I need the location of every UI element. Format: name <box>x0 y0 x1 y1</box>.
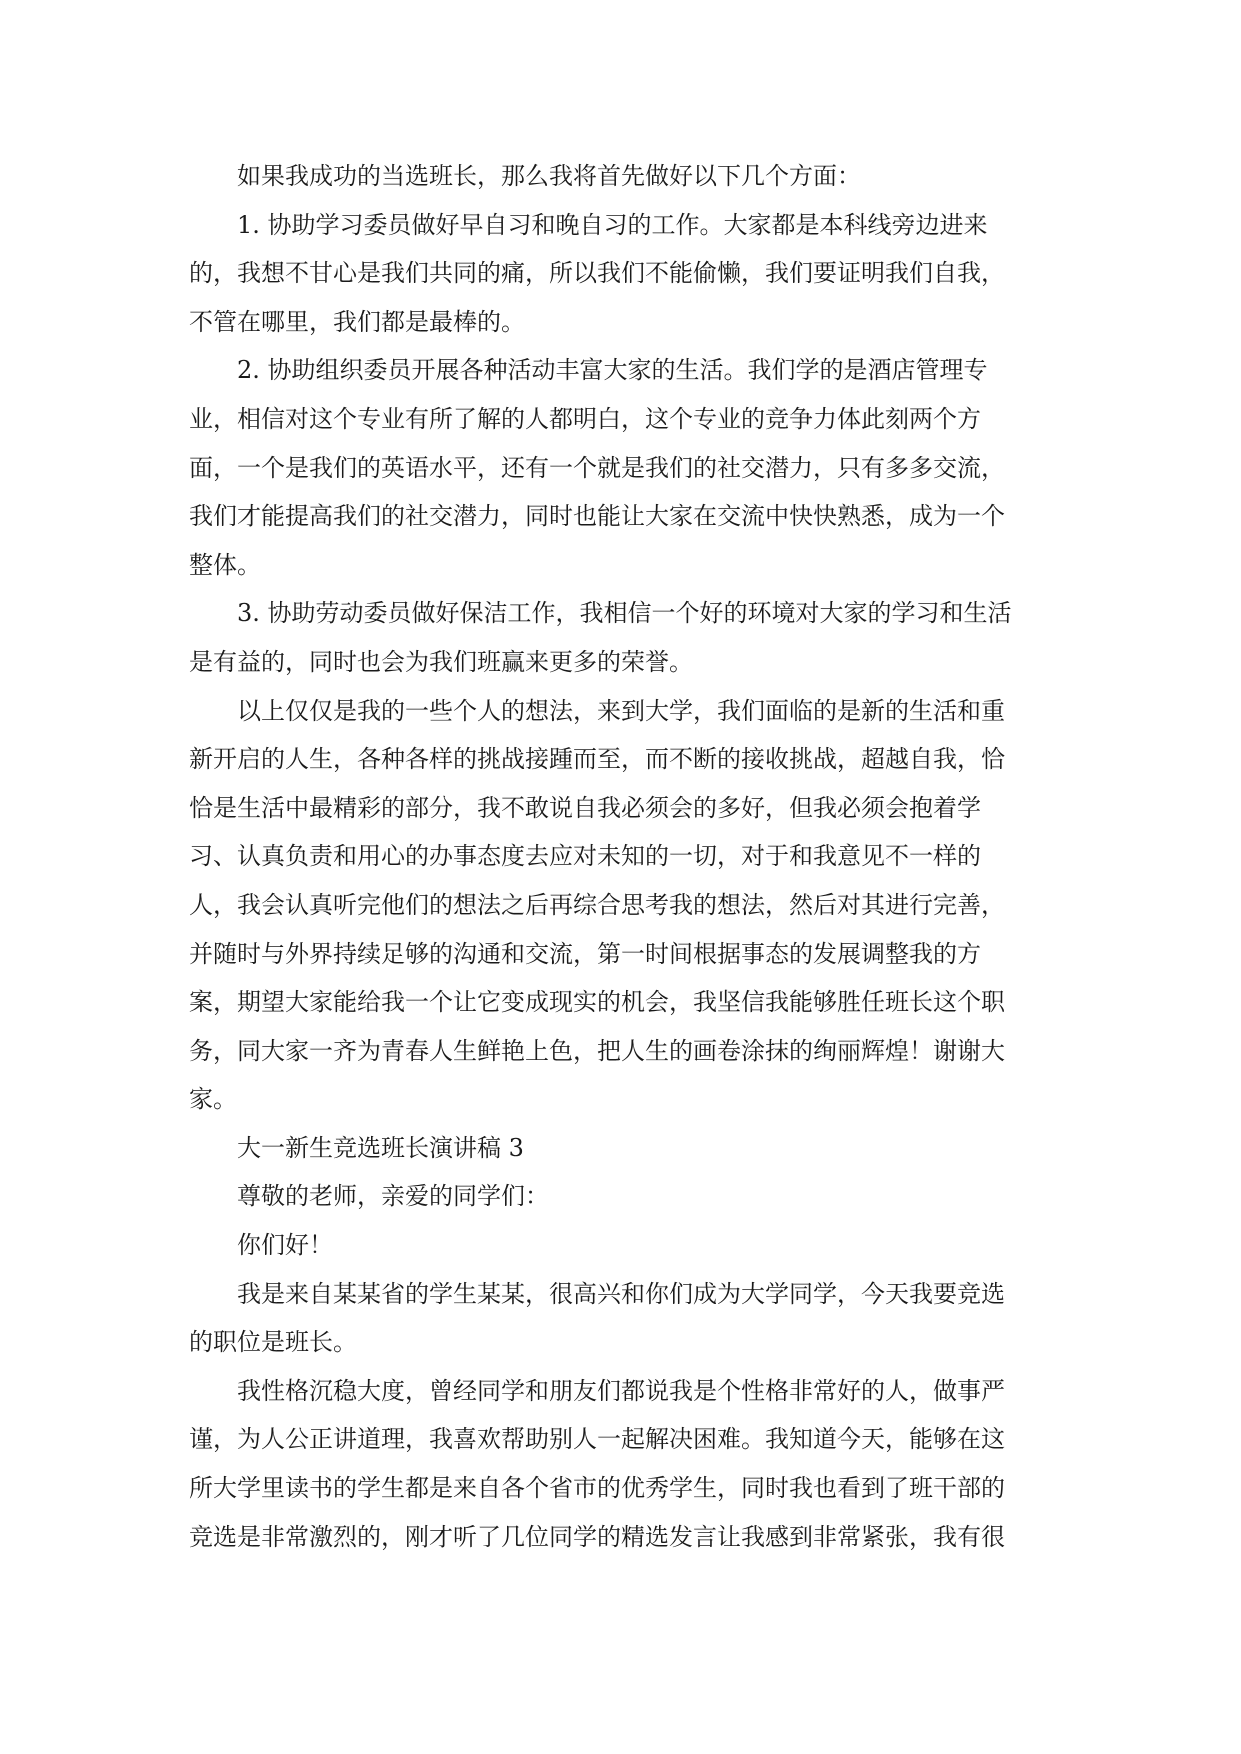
paragraph-point-2: 2. 协助组织委员开展各种活动丰富大家的生活。我们学的是酒店管理专 业，相信对这个专业有所了解的人都明白，这个专业的竞争力体此刻两个方 面，一个是我们的英语水平，还有一个就是我们的社交潜力，只有多多交流， 我们才能提高我们的社交潜力，同时也能让大家在交流中快快熟悉，成为一个 整体。 <box>189 356 1005 579</box>
paragraph-point-3: 3. 协助劳动委员做好保洁工作，我相信一个好的环境对大家的学习和生活 是有益的，同时也会为我们班赢来更多的荣誉。 <box>189 599 1012 676</box>
paragraph-intro: 如果我成功的当选班长，那么我将首先做好以下几个方面： <box>237 162 861 190</box>
paragraph-closing: 以上仅仅是我的一些个人的想法，来到大学，我们面临的是新的生活和重 新开启的人生，各种各样的挑战接踵而至，而不断的接收挑战，超越自我，恰 恰是生活中最精彩的部分，我不敢说自我必须会的多好，但我必须会抱着学 习、认真负责和用心的办事态度去应对未知的一切，对于和我意见不一样的 人，我会认真听完他们的想法之后再综合思考我的想法，然后对其进行完善， 并随时与外界持续足够的沟通和交流，第一时间根据事态的发展调整我的方 案，期望大家能给我一个让它变成现实的机会，我坚信我能够胜任班长这个职 务，同大家一齐为青春人生鲜艳上色，把人生的画卷涂抹的绚丽辉煌！谢谢大 家。 <box>189 696 1005 1114</box>
paragraph-salutation: 尊敬的老师，亲爱的同学们： <box>237 1182 549 1211</box>
paragraph-greeting: 你们好！ <box>237 1231 333 1260</box>
paragraph-self-intro: 我是来自某某省的学生某某，很高兴和你们成为大学同学，今天我要竞选 的职位是班长。 <box>189 1279 1005 1357</box>
paragraph-character: 我性格沉稳大度，曾经同学和朋友们都说我是个性格非常好的人，做事严 谨，为人公正讲道理，我喜欢帮助别人一起解决困难。我知道今天，能够在这 所大学里读书的学生都是来自各个省市的优秀学生，同时我也看到了班干部的 竞选是非常激烈的，刚才听了几位同学的精选发言让我感到非常紧张，我有很 <box>189 1376 1005 1551</box>
section-title: 大一新生竞选班长演讲稿 3 <box>237 1133 524 1162</box>
document-body <box>189 152 1044 1561</box>
paragraph-point-1: 1. 协助学习委员做好早自习和晚自习的工作。大家都是本科线旁边进来 的，我想不甘心是我们共同的痛，所以我们不能偷懒，我们要证明我们自我， 不管在哪里，我们都是最棒的。 <box>189 210 1005 336</box>
